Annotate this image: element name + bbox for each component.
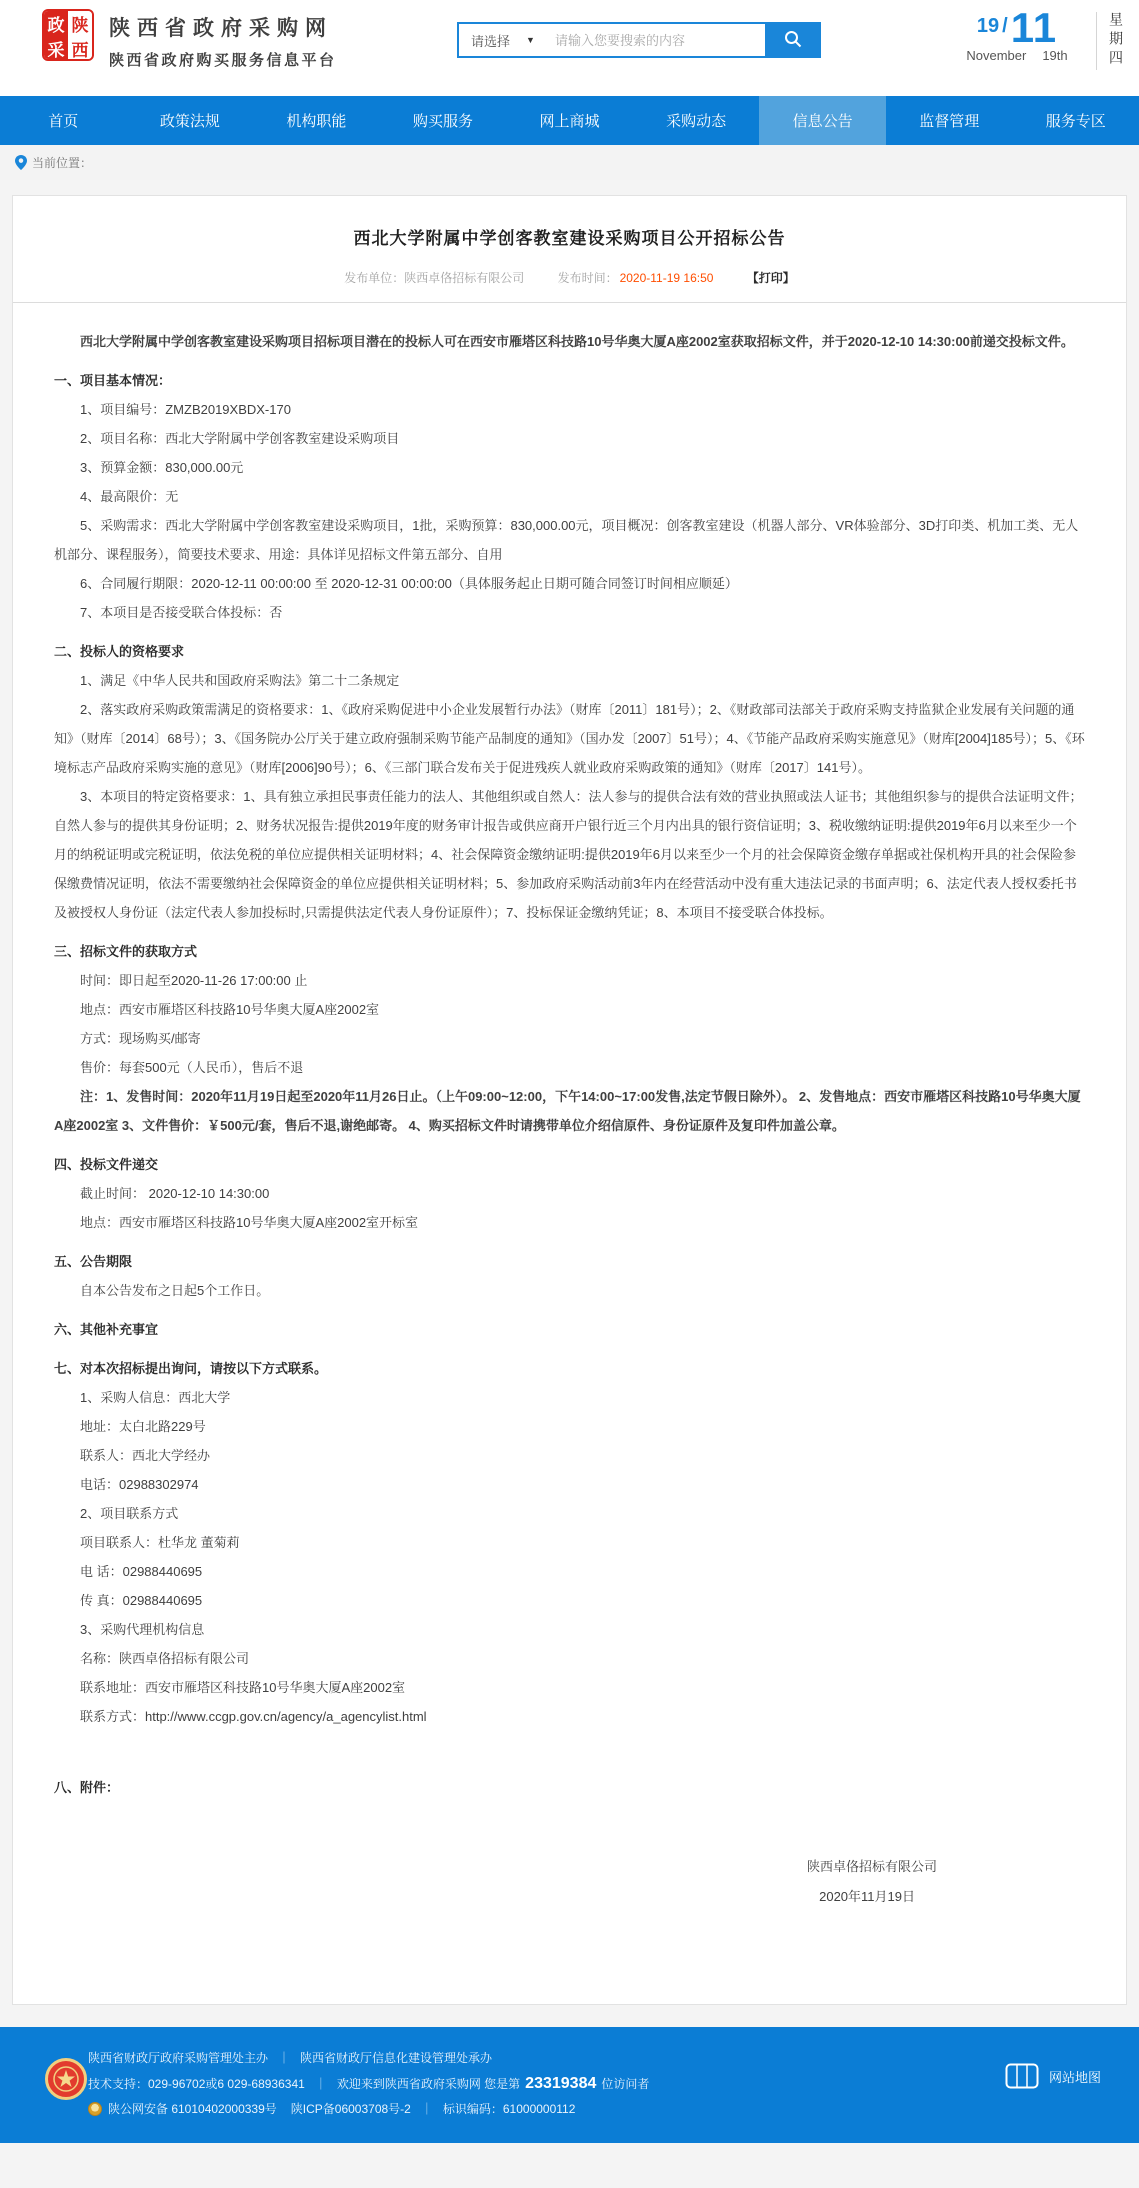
doc-paragraph: 地点：西安市雁塔区科技路10号华奥大厦A座2002室 (80, 1002, 380, 1017)
page-title: 西北大学附属中学创客教室建设采购项目公开招标公告 (353, 229, 786, 248)
footer-organizer: 陕西省财政厅政府采购管理处主办 (88, 2051, 269, 2065)
footer-separator: ｜ (314, 2077, 327, 2091)
section-heading: 二、投标人的资格要求 (54, 644, 185, 659)
doc-paragraph: 1、项目编号：ZMZB2019XBDX-170 (80, 402, 291, 417)
doc-paragraph: 电 话：02988440695 (80, 1564, 203, 1579)
doc-section (54, 366, 1085, 627)
section-heading: 三、招标文件的获取方式 (54, 944, 198, 959)
main-nav (0, 96, 1139, 145)
doc-section (54, 1773, 1085, 1802)
sitemap-link[interactable] (1005, 2063, 1101, 2089)
section-heading: 五、公告期限 (54, 1254, 133, 1269)
weekday-label: 星期四 (1096, 12, 1126, 70)
signature-block (54, 1852, 1085, 1912)
doc-paragraph: 售价：每套500元（人民币），售后不退 (80, 1060, 304, 1075)
logo-char: 政 (44, 11, 68, 36)
site-header (0, 0, 1139, 96)
sitemap-label: 网站地图 (1048, 2069, 1101, 2085)
logo-char: 采 (44, 36, 68, 61)
print-button[interactable]: 【打印】 (746, 271, 795, 285)
doc-section (54, 1315, 1085, 1344)
doc-paragraph: 时间：即日起至2020-11-26 17:00:00 止 (80, 973, 308, 988)
doc-paragraph: 联系人：西北大学经办 (80, 1448, 211, 1463)
nav-item-6[interactable]: 采购动态 (666, 113, 727, 130)
icp-filing: 陕ICP备06003708号-2 (290, 2102, 411, 2116)
doc-paragraph: 方式：现场购买/邮寄 (80, 1031, 201, 1046)
location-pin-icon (15, 155, 27, 170)
footer-separator: ｜ (278, 2051, 291, 2065)
date-day: 19 (976, 15, 1000, 37)
site-footer (0, 2027, 1139, 2143)
sitemap-icon (1005, 2063, 1039, 2089)
site-code: 标识编码：61000000112 (442, 2102, 576, 2116)
nav-item-9[interactable]: 服务专区 (1045, 113, 1106, 130)
doc-paragraph: 1、采购人信息：西北大学 (80, 1390, 231, 1405)
doc-paragraph: 2、项目联系方式 (80, 1506, 179, 1521)
article-meta (54, 269, 1085, 286)
site-subtitle: 陕西省政府购买服务信息平台 (109, 52, 337, 69)
nav-item-3[interactable]: 机构职能 (286, 113, 347, 130)
footer-support-line (88, 2071, 1139, 2097)
doc-paragraph: 5、采购需求：西北大学附属中学创客教室建设采购项目，1批，采购预算：830,000.00元，项目概况：创客教室建设（机器人部分、VR体验部分、3D打印类、机加工类、无人机部分、课程服务），简要技术要求、用途：具体详见招标文件第五部分、自用 (54, 518, 1079, 562)
search-category-label: 请选择 (471, 33, 511, 49)
nav-item-5[interactable]: 网上商城 (539, 113, 600, 130)
site-logo-seal-icon (42, 9, 94, 61)
footer-welcome-suffix: 位访问者 (601, 2077, 650, 2091)
section-heading: 八、附件： (54, 1780, 120, 1795)
nav-item-4[interactable]: 购买服务 (412, 113, 473, 130)
signature-company: 陕西卓佫招标有限公司 (806, 1859, 937, 1874)
article-body (54, 327, 1085, 1912)
doc-paragraph: 自本公告发布之日起5个工作日。 (80, 1283, 270, 1298)
site-logo[interactable] (42, 9, 337, 70)
section-heading: 一、项目基本情况： (54, 373, 172, 388)
article-intro: 西北大学附属中学创客教室建设采购项目招标项目潜在的投标人可在西安市雁塔区科技路10号华奥大厦A座2002室获取招标文件，并于2020-12-10 14:30:00前递交投标文件。 (80, 334, 1074, 349)
logo-char: 陕 (68, 11, 92, 36)
publisher-label: 发布单位： (344, 271, 405, 285)
publisher-name: 陕西卓佫招标有限公司 (404, 271, 525, 285)
logo-char: 西 (68, 36, 92, 61)
doc-paragraph: 地址：太白北路229号 (80, 1419, 206, 1434)
footer-emblem-icon (45, 2058, 87, 2100)
site-title: 陕西省政府采购网 (109, 17, 333, 40)
doc-section (54, 937, 1085, 1140)
section-heading: 六、其他补充事宜 (54, 1322, 159, 1337)
doc-paragraph: 3、预算金额：830,000.00元 (80, 460, 244, 475)
breadcrumb (0, 145, 1139, 180)
doc-paragraph: 注：1、发售时间：2020年11月19日起至2020年11月26日止。（上午09:00~12:00，下午14:00~17:00发售,法定节假日除外）。 2、发售地点：西安市雁塔区科技路10号华奥大厦A座2002室 3、文件售价：￥500元/套，售后不退,谢绝邮寄。 4、购买招标文件时请携带单位介绍信原件、身份证原件及复印件加盖公章。 (54, 1089, 1081, 1133)
doc-paragraph: 电话：02988302974 (80, 1477, 199, 1492)
footer-organizer-line (88, 2046, 1139, 2071)
chevron-down-icon: ▼ (526, 35, 535, 45)
publish-time: 2020-11-19 16:50 (619, 271, 714, 285)
doc-section (54, 1150, 1085, 1237)
doc-paragraph: 3、采购代理机构信息 (80, 1622, 205, 1637)
visitor-count: 23319384 (525, 2075, 597, 2092)
date-separator: / (1002, 15, 1008, 37)
publish-time-label: 发布时间： (557, 271, 618, 285)
footer-tech-support: 技术支持：029-96702或6 029-68936341 (88, 2077, 305, 2091)
search-icon (783, 29, 803, 52)
breadcrumb-label: 当前位置： (32, 156, 93, 170)
doc-paragraph: 4、最高限价：无 (80, 489, 179, 504)
search-category-select[interactable] (459, 31, 547, 50)
police-filing: 陕公网安备 61010402000339号 (108, 2102, 277, 2116)
footer-separator: ｜ (420, 2102, 433, 2116)
site-search (457, 22, 821, 58)
meta-divider (13, 302, 1126, 303)
doc-section (54, 637, 1085, 927)
section-heading: 七、对本次招标提出询问，请按以下方式联系。 (54, 1361, 328, 1376)
doc-paragraph: 7、本项目是否接受联合体投标：否 (80, 605, 283, 620)
doc-paragraph: 联系方式：http://www.ccgp.gov.cn/agency/a_agencylist.html (80, 1709, 427, 1724)
doc-paragraph: 3、本项目的特定资格要求：1、具有独立承担民事责任能力的法人、其他组织或自然人：法人参与的提供合法有效的营业执照或法人证书；其他组织参与的提供合法证明文件；自然人参与的提供其身份证明；2、财务状况报告:提供2019年度的财务审计报告或供应商开户银行近三个月内出具的银行资信证明；3、税收缴纳证明:提供2019年6月以来至少一个月的纳税证明或完税证明，依法免税的单位应提供相关证明材料；4、社会保障资金缴纳证明:提供2019年6月以来至少一个月的社会保障资金缴存单据或社保机构开具的社会保险参保缴费情况证明，依法不需要缴纳社会保障资金的单位应提供相关证明材料；5、参加政府采购活动前3年内在经营活动中没有重大违法记录的书面声明；6、法定代表人授权委托书及被授权人身份证（法定代表人参加投标时,只需提供法定代表人身份证原件）；7、投标保证金缴纳凭证；8、本项目不接受联合体投标。 (54, 789, 1083, 920)
date-month: 11 (1010, 4, 1058, 51)
doc-paragraph: 2、落实政府采购政策需满足的资格要求：1、《政府采购促进中小企业发展暂行办法》（财库〔2011〕181号）；2、《财政部司法部关于政府采购支持监狱企业发展有关问题的通知》（财库〔2014〕68号）；3、《国务院办公厅关于建立政府强制采购节能产品制度的通知》（国办发〔2007〕51号）；4、《节能产品政府采购实施意见》（财库[2004]185号）；5、《环境标志产品政府采购实施的意见》（财库[2006]90号）；6、《三部门联合发布关于促进残疾人就业政府采购政策的通知》（财库〔2017〕141号）。 (54, 702, 1085, 775)
date-month-name: November (966, 48, 1027, 63)
nav-item-7[interactable]: 信息公告 (759, 96, 886, 145)
doc-paragraph: 地点：西安市雁塔区科技路10号华奥大厦A座2002室开标室 (80, 1215, 419, 1230)
nav-item-8[interactable]: 监督管理 (919, 113, 980, 130)
doc-paragraph: 截止时间： 2020-12-10 14:30:00 (80, 1186, 270, 1201)
announcement-card (12, 195, 1127, 2005)
doc-paragraph: 传 真：02988440695 (80, 1593, 203, 1608)
doc-paragraph: 联系地址：西安市雁塔区科技路10号华奥大厦A座2002室 (80, 1680, 406, 1695)
search-input[interactable] (547, 33, 765, 48)
doc-section (54, 1247, 1085, 1305)
doc-paragraph: 2、项目名称：西北大学附属中学创客教室建设采购项目 (80, 431, 400, 446)
doc-paragraph: 项目联系人：杜华龙 董菊莉 (80, 1535, 240, 1550)
nav-item-1[interactable]: 首页 (48, 113, 79, 130)
date-day-ordinal: 19th (1042, 48, 1068, 63)
doc-paragraph: 1、满足《中华人民共和国政府采购法》第二十二条规定 (80, 673, 400, 688)
signature-date: 2020年11月19日 (819, 1889, 915, 1904)
doc-paragraph: 名称：陕西卓佫招标有限公司 (80, 1651, 250, 1666)
doc-paragraph: 6、合同履行期限：2020-12-11 00:00:00 至 2020-12-31 00:00:00（具体服务起止日期可随合同签订时间相应顺延） (80, 576, 738, 591)
search-button[interactable] (765, 22, 821, 58)
footer-undertaker: 陕西省财政厅信息化建设管理处承办 (300, 2051, 493, 2065)
section-heading: 四、投标文件递交 (54, 1157, 159, 1172)
nav-item-2[interactable]: 政策法规 (159, 113, 220, 130)
footer-filing-line (88, 2097, 1139, 2122)
public-security-badge-icon (88, 2102, 102, 2116)
footer-welcome-prefix: 欢迎来到陕西省政府采购网 您是第 (336, 2077, 521, 2091)
date-display (946, 4, 1088, 63)
doc-section (54, 1354, 1085, 1731)
